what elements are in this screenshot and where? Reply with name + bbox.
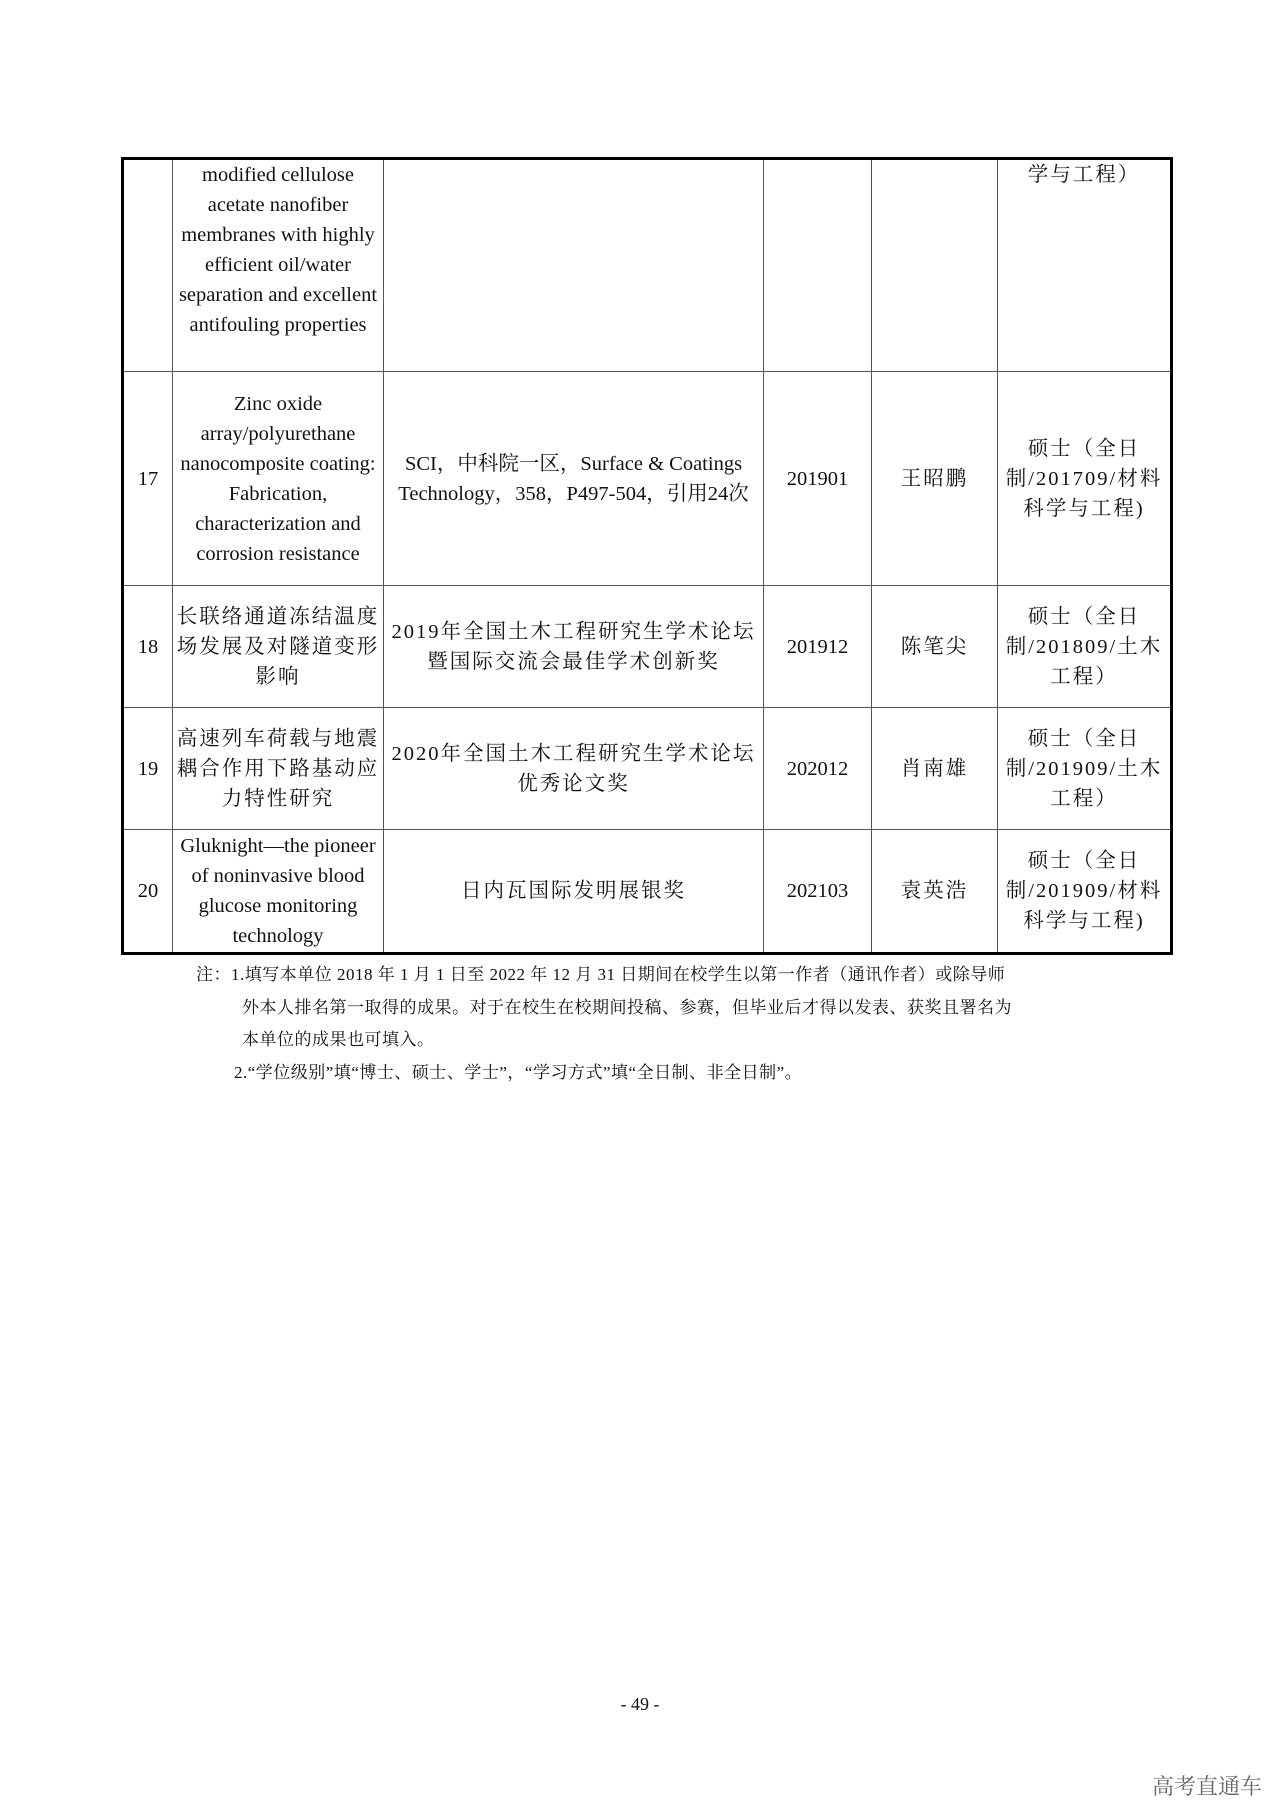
cell-no xyxy=(123,159,173,372)
cell-title: 高速列车荷载与地震耦合作用下路基动应力特性研究 xyxy=(173,708,384,830)
cell-name: 王昭鹏 xyxy=(872,372,998,586)
cell-info: 2019年全国土木工程研究生学术论坛暨国际交流会最佳学术创新奖 xyxy=(384,586,764,708)
cell-date: 202103 xyxy=(764,830,872,954)
cell-info: 日内瓦国际发明展银奖 xyxy=(384,830,764,954)
table-row xyxy=(123,372,1172,586)
cell-date xyxy=(764,159,872,372)
cell-name xyxy=(872,159,998,372)
cell-degree: 硕士（全日制/201809/土木工程） xyxy=(998,586,1172,708)
watermark: 高考直通车 xyxy=(1152,1775,1263,1800)
cell-no: 19 xyxy=(123,708,173,830)
cell-no: 17 xyxy=(123,372,173,586)
table-row xyxy=(123,708,1172,830)
cell-info: SCI，中科院一区，Surface & Coatings Technology，358，P497-504，引用24次 xyxy=(384,372,764,586)
cell-degree: 硕士（全日制/201909/土木工程） xyxy=(998,708,1172,830)
cell-no: 18 xyxy=(123,586,173,708)
cell-name: 肖南雄 xyxy=(872,708,998,830)
table-row xyxy=(123,159,1172,372)
cell-date: 201912 xyxy=(764,586,872,708)
cell-title: Zinc oxide array/polyurethane nanocomposite coating: Fabrication, characterization and corrosion resistance xyxy=(173,372,384,586)
table-row xyxy=(123,586,1172,708)
achievements-table xyxy=(121,157,1173,955)
note-line: 外本人排名第一取得的成果。对于在校生在校期间投稿、参赛，但毕业后才得以发表、获奖且署名为 xyxy=(242,997,1012,1017)
cell-degree: 硕士（全日制/201909/材料科学与工程) xyxy=(998,830,1172,954)
content xyxy=(121,157,1170,1089)
note-line: 2.“学位级别”填“博士、硕士、学士”，“学习方式”填“全日制、非全日制”。 xyxy=(234,1062,803,1082)
cell-info: 2020年全国土木工程研究生学术论坛优秀论文奖 xyxy=(384,708,764,830)
cell-date: 202012 xyxy=(764,708,872,830)
cell-title: 长联络通道冻结温度场发展及对隧道变形影响 xyxy=(173,586,384,708)
table-row xyxy=(123,830,1172,954)
cell-degree: 硕士（全日制/201709/材料科学与工程) xyxy=(998,372,1172,586)
cell-name: 袁英浩 xyxy=(872,830,998,954)
cell-date: 201901 xyxy=(764,372,872,586)
cell-title: modified cellulose acetate nanofiber membranes with highly efficient oil/water separation and excellent antifouling properties xyxy=(173,159,384,372)
notes xyxy=(196,959,1156,1089)
note-line: 注：1.填写本单位 2018 年 1 月 1 日至 2022 年 12 月 31 日期间在校学生以第一作者（通讯作者）或除导师 xyxy=(196,965,1006,984)
cell-no: 20 xyxy=(123,830,173,954)
cell-name: 陈笔尖 xyxy=(872,586,998,708)
page-number: - 49 - xyxy=(620,1694,660,1714)
cell-info xyxy=(384,159,764,372)
cell-title: Gluknight—the pioneer of noninvasive blood glucose monitoring technology xyxy=(173,830,384,954)
cell-degree: 学与工程） xyxy=(998,159,1172,372)
note-line: 本单位的成果也可填入。 xyxy=(242,1030,435,1049)
